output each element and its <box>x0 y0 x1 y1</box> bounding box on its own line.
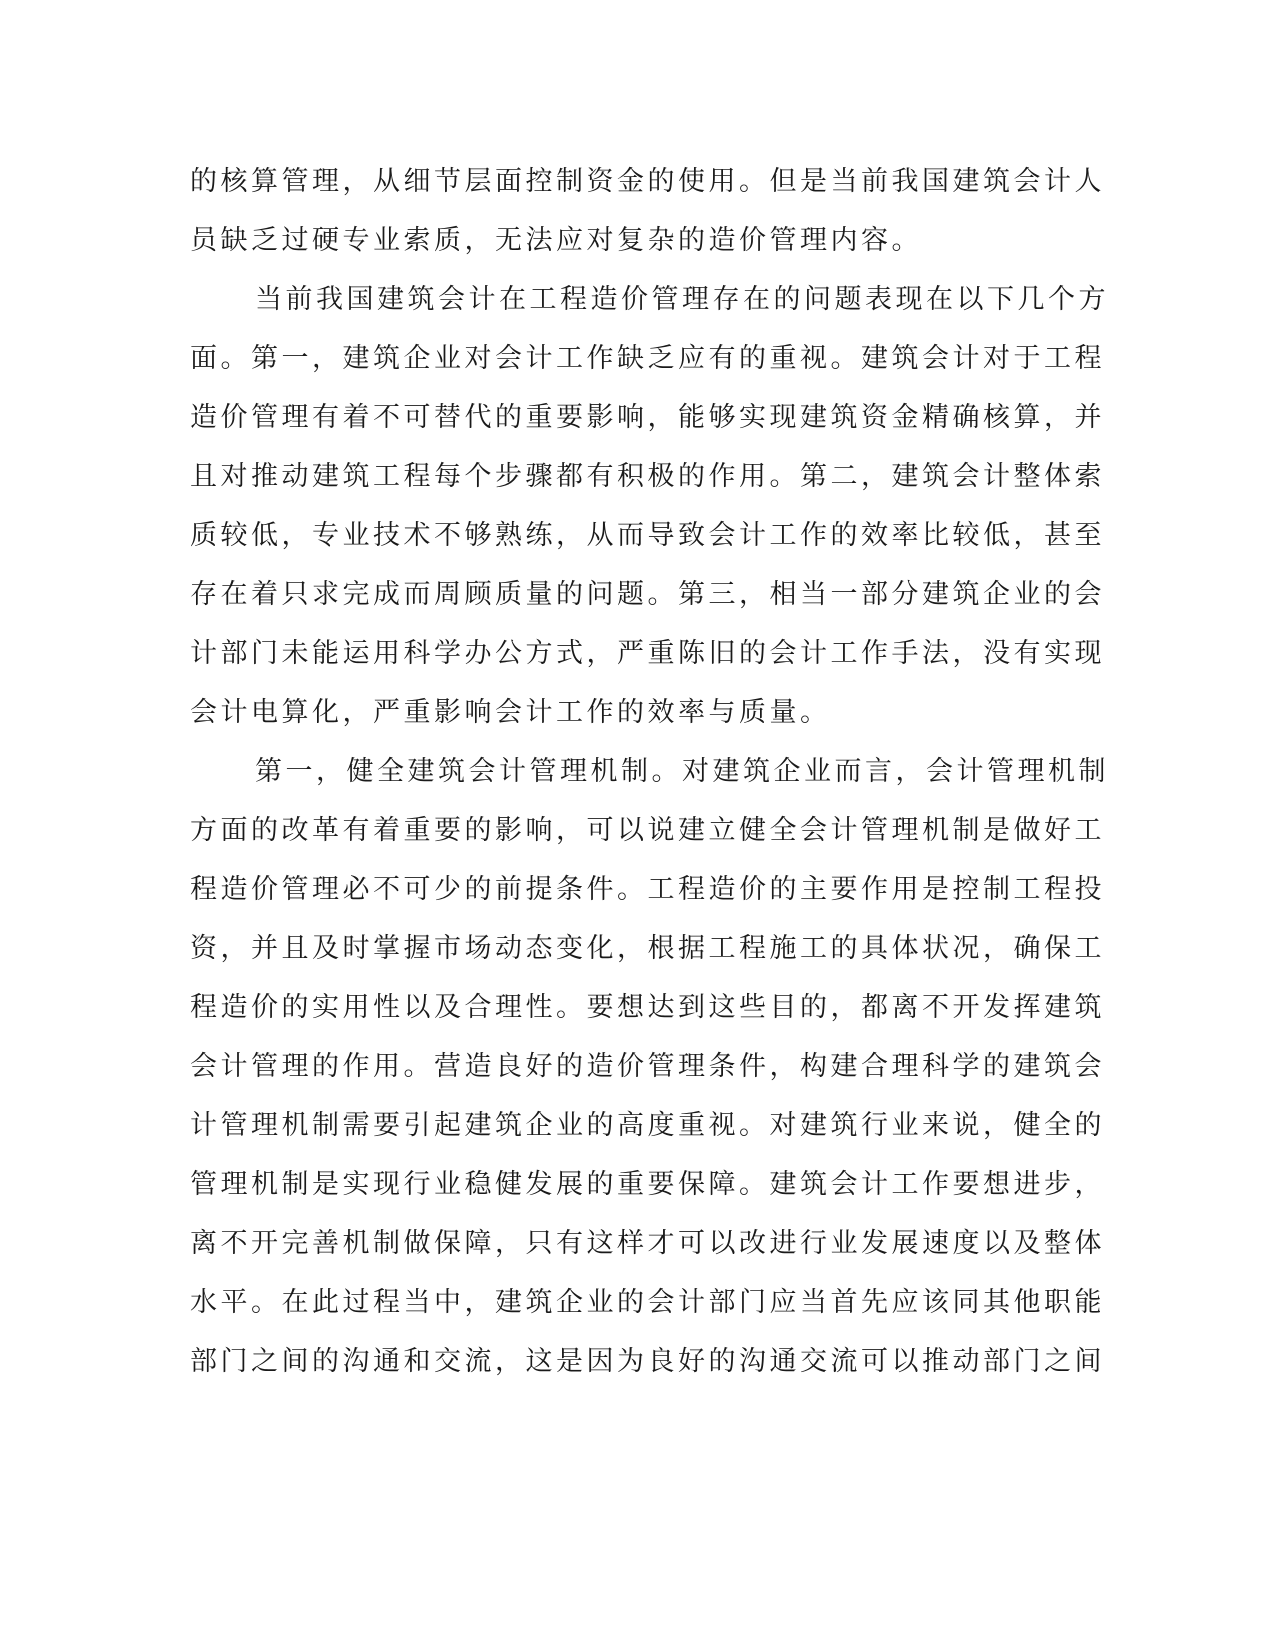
text-line: 程造价的实用性以及合理性。要想达到这些目的，都离不开发挥建筑 <box>190 992 1105 1023</box>
text-line: 水平。在此过程当中，建筑企业的会计部门应当首先应该同其他职能 <box>190 1287 1105 1318</box>
text-line: 程造价管理必不可少的前提条件。工程造价的主要作用是控制工程投 <box>190 874 1105 905</box>
text-line: 质较低，专业技术不够熟练，从而导致会计工作的效率比较低，甚至 <box>190 520 1105 551</box>
text-line: 计部门未能运用科学办公方式，严重陈旧的会计工作手法，没有实现 <box>190 638 1105 669</box>
text-line: 离不开完善机制做保障，只有这样才可以改进行业发展速度以及整体 <box>190 1228 1105 1259</box>
text-line: 且对推动建筑工程每个步骤都有积极的作用。第二，建筑会计整体索 <box>190 461 1105 492</box>
text-line: 部门之间的沟通和交流，这是因为良好的沟通交流可以推动部门之间 <box>190 1346 1105 1377</box>
text-line: 计管理机制需要引起建筑企业的高度重视。对建筑行业来说，健全的 <box>190 1110 1105 1141</box>
text-line: 造价管理有着不可替代的重要影响，能够实现建筑资金精确核算，并 <box>190 402 1105 433</box>
text-line: 员缺乏过硬专业索质，无法应对复杂的造价管理内容。 <box>190 225 922 256</box>
text-line: 资，并且及时掌握市场动态变化，根据工程施工的具体状况，确保工 <box>190 933 1105 964</box>
text-line: 存在着只求完成而周顾质量的问题。第三，相当一部分建筑企业的会 <box>190 579 1105 610</box>
text-line: 面。第一，建筑企业对会计工作缺乏应有的重视。建筑会计对于工程 <box>190 343 1105 374</box>
text-line: 管理机制是实现行业稳健发展的重要保障。建筑会计工作要想进步， <box>190 1169 1105 1200</box>
paragraph-first-line: 当前我国建筑会计在工程造价管理存在的问题表现在以下几个方 <box>255 284 1109 315</box>
paragraph-first-line: 第一，健全建筑会计管理机制。对建筑企业而言，会计管理机制 <box>255 756 1109 787</box>
text-line: 会计管理的作用。营造良好的造价管理条件，构建合理科学的建筑会 <box>190 1051 1105 1082</box>
text-line: 的核算管理，从细节层面控制资金的使用。但是当前我国建筑会计人 <box>190 166 1105 197</box>
text-line: 方面的改革有着重要的影响，可以说建立健全会计管理机制是做好工 <box>190 815 1105 846</box>
text-line: 会计电算化，严重影响会计工作的效率与质量。 <box>190 697 831 728</box>
